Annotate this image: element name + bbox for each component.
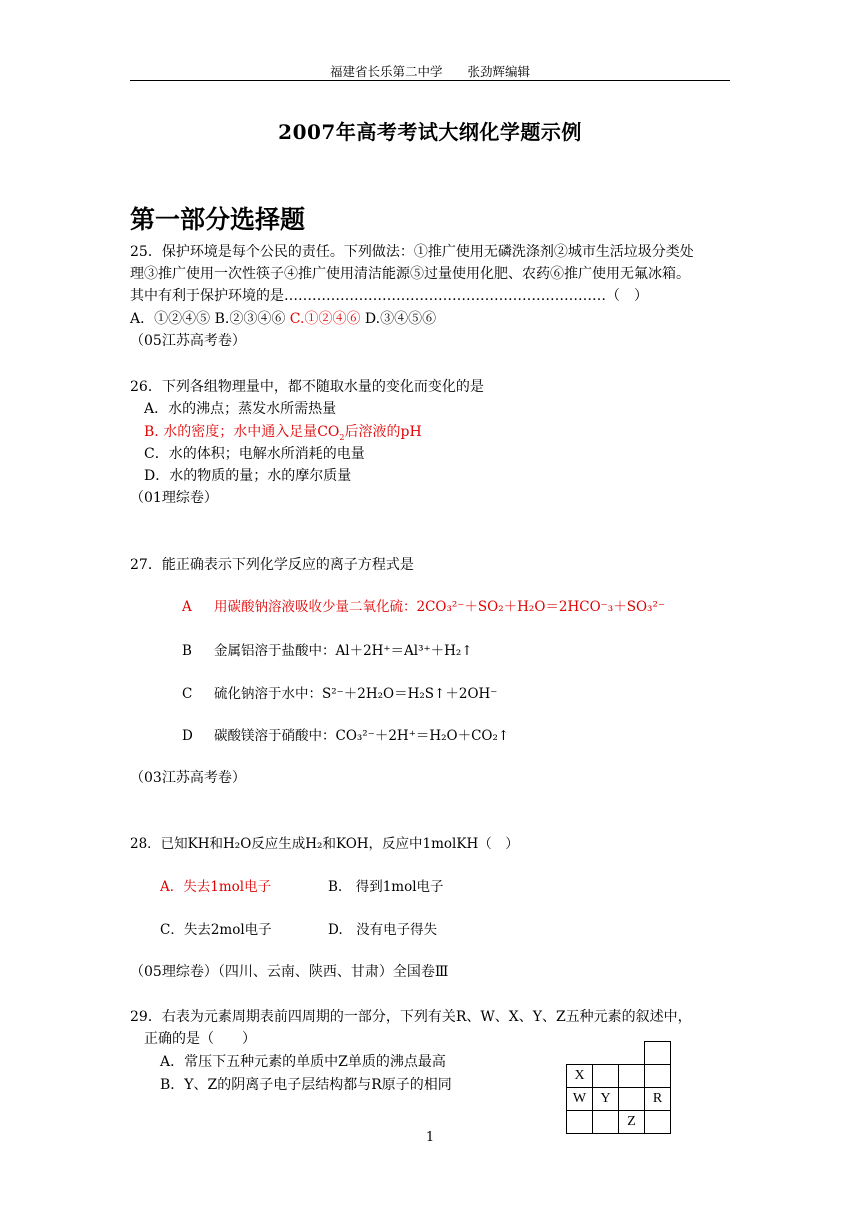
page-number: 1 [425, 1130, 435, 1145]
q25-source: （05江苏高考卷） [130, 333, 246, 349]
q26-option-b-text: B. 水的密度；水中通入足量 [144, 424, 318, 440]
q28-option-c: C．失去2mol电子 [160, 922, 272, 938]
q29-option-b: B．Y、Z的阴离子电子层结构都与R原子的相同 [160, 1077, 452, 1093]
q27-stem: 27．能正确表示下列化学反应的离子方程式是 [130, 557, 414, 573]
q25-line3: 其中有利于保护环境的是……………………………………………………………（ ） [130, 288, 648, 304]
q28-source: （05理综卷）（四川、云南、陕西、甘肃）全国卷Ⅲ [130, 964, 449, 980]
q28-option-a: A．失去1mol电子 [160, 879, 272, 895]
q28-stem: 28．已知KH和H₂O反应生成H₂和KOH，反应中1molKH（ ） [130, 836, 519, 852]
q25-option-b: B.②③④⑥ [214, 311, 286, 327]
q25-option-c: C.①②④⑥ [289, 311, 361, 327]
periodic-cell [619, 1042, 645, 1065]
q26-option-a: A．水的沸点；蒸发水所需热量 [144, 401, 337, 417]
q26-option-c: C．水的体积；电解水所消耗的电量 [144, 446, 365, 462]
periodic-cell [645, 1042, 671, 1065]
periodic-table-fragment [566, 1041, 671, 1134]
q26-option-d: D．水的物质的量；水的摩尔质量 [144, 468, 352, 484]
q28-option-b: B. 得到1mol电子 [328, 879, 444, 895]
periodic-cell [567, 1111, 593, 1134]
periodic-cell: Y [593, 1088, 619, 1111]
periodic-cell [619, 1065, 645, 1088]
q26-option-b-tail: 后溶液的pH [344, 424, 422, 440]
q29-stem-line2: 正确的是（ ） [144, 1031, 256, 1047]
periodic-cell: R [645, 1088, 671, 1111]
q27-option-d-label: D [182, 728, 193, 744]
q27-option-b-label: B [182, 643, 192, 659]
running-header: 福建省长乐第二中学 张劲辉编辑 [329, 64, 530, 79]
q26-option-b [144, 422, 422, 442]
part-title: 第一部分选择题 [130, 205, 306, 234]
q29-stem-line1: 29．右表为元素周期表前四周期的一部分，下列有关R、W、X、Y、Z五种元素的叙述中， [130, 1009, 692, 1025]
q26-source: （01理综卷） [130, 490, 218, 506]
q27-option-a-label: A [182, 599, 192, 615]
q27-option-c-label: C [182, 686, 193, 702]
periodic-cell [645, 1111, 671, 1134]
q26-stem: 26．下列各组物理量中，都不随取水量的变化而变化的是 [130, 379, 484, 395]
periodic-row [567, 1065, 671, 1088]
periodic-row [567, 1088, 671, 1111]
q29-option-a: A．常压下五种元素的单质中Z单质的沸点最高 [160, 1054, 446, 1070]
header-rule [130, 80, 730, 81]
q27-option-a: 用碳酸钠溶液吸收少量二氧化硫：2CO₃²⁻＋SO₂＋H₂O＝2HCO⁻₃＋SO₃²⁻ [214, 599, 665, 615]
periodic-cell [593, 1111, 619, 1134]
q25-line1: 25．保护环境是每个公民的责任。下列做法：①推广使用无磷洗涤剂②城市生活垃圾分类处 [130, 244, 694, 260]
q25-option-a: A．①②④⑤ [130, 311, 211, 327]
q25-option-d: D.③④⑤⑥ [364, 311, 437, 327]
periodic-cell: W [567, 1088, 593, 1111]
periodic-row [567, 1042, 671, 1065]
q25-line2: 理③推广使用一次性筷子④推广使用清洁能源⑤过量使用化肥、农药⑥推广使用无氟冰箱。 [130, 266, 690, 282]
q27-option-d: 碳酸镁溶于硝酸中：CO₃²⁻＋2H⁺＝H₂O＋CO₂↑ [214, 728, 510, 744]
periodic-cell [619, 1088, 645, 1111]
q26-option-b-formula: CO [317, 424, 340, 440]
q25-options [130, 309, 436, 329]
q27-option-c: 硫化钠溶于水中：S²⁻＋2H₂O＝H₂S↑＋2OH⁻ [214, 686, 498, 702]
periodic-cell: Z [619, 1111, 645, 1134]
document-title: 2007年高考考试大纲化学题示例 [278, 120, 582, 144]
q28-option-d: D. 没有电子得失 [328, 922, 438, 938]
q27-option-b: 金属铝溶于盐酸中：Al＋2H⁺＝Al³⁺＋H₂↑ [214, 643, 473, 659]
periodic-row [567, 1111, 671, 1134]
periodic-cell [567, 1042, 593, 1065]
q26-option-b-subscript: 2 [339, 432, 345, 442]
periodic-cell [645, 1065, 671, 1088]
q27-source: （03江苏高考卷） [130, 770, 246, 786]
periodic-cell [593, 1042, 619, 1065]
periodic-cell: X [567, 1065, 593, 1088]
periodic-cell [593, 1065, 619, 1088]
